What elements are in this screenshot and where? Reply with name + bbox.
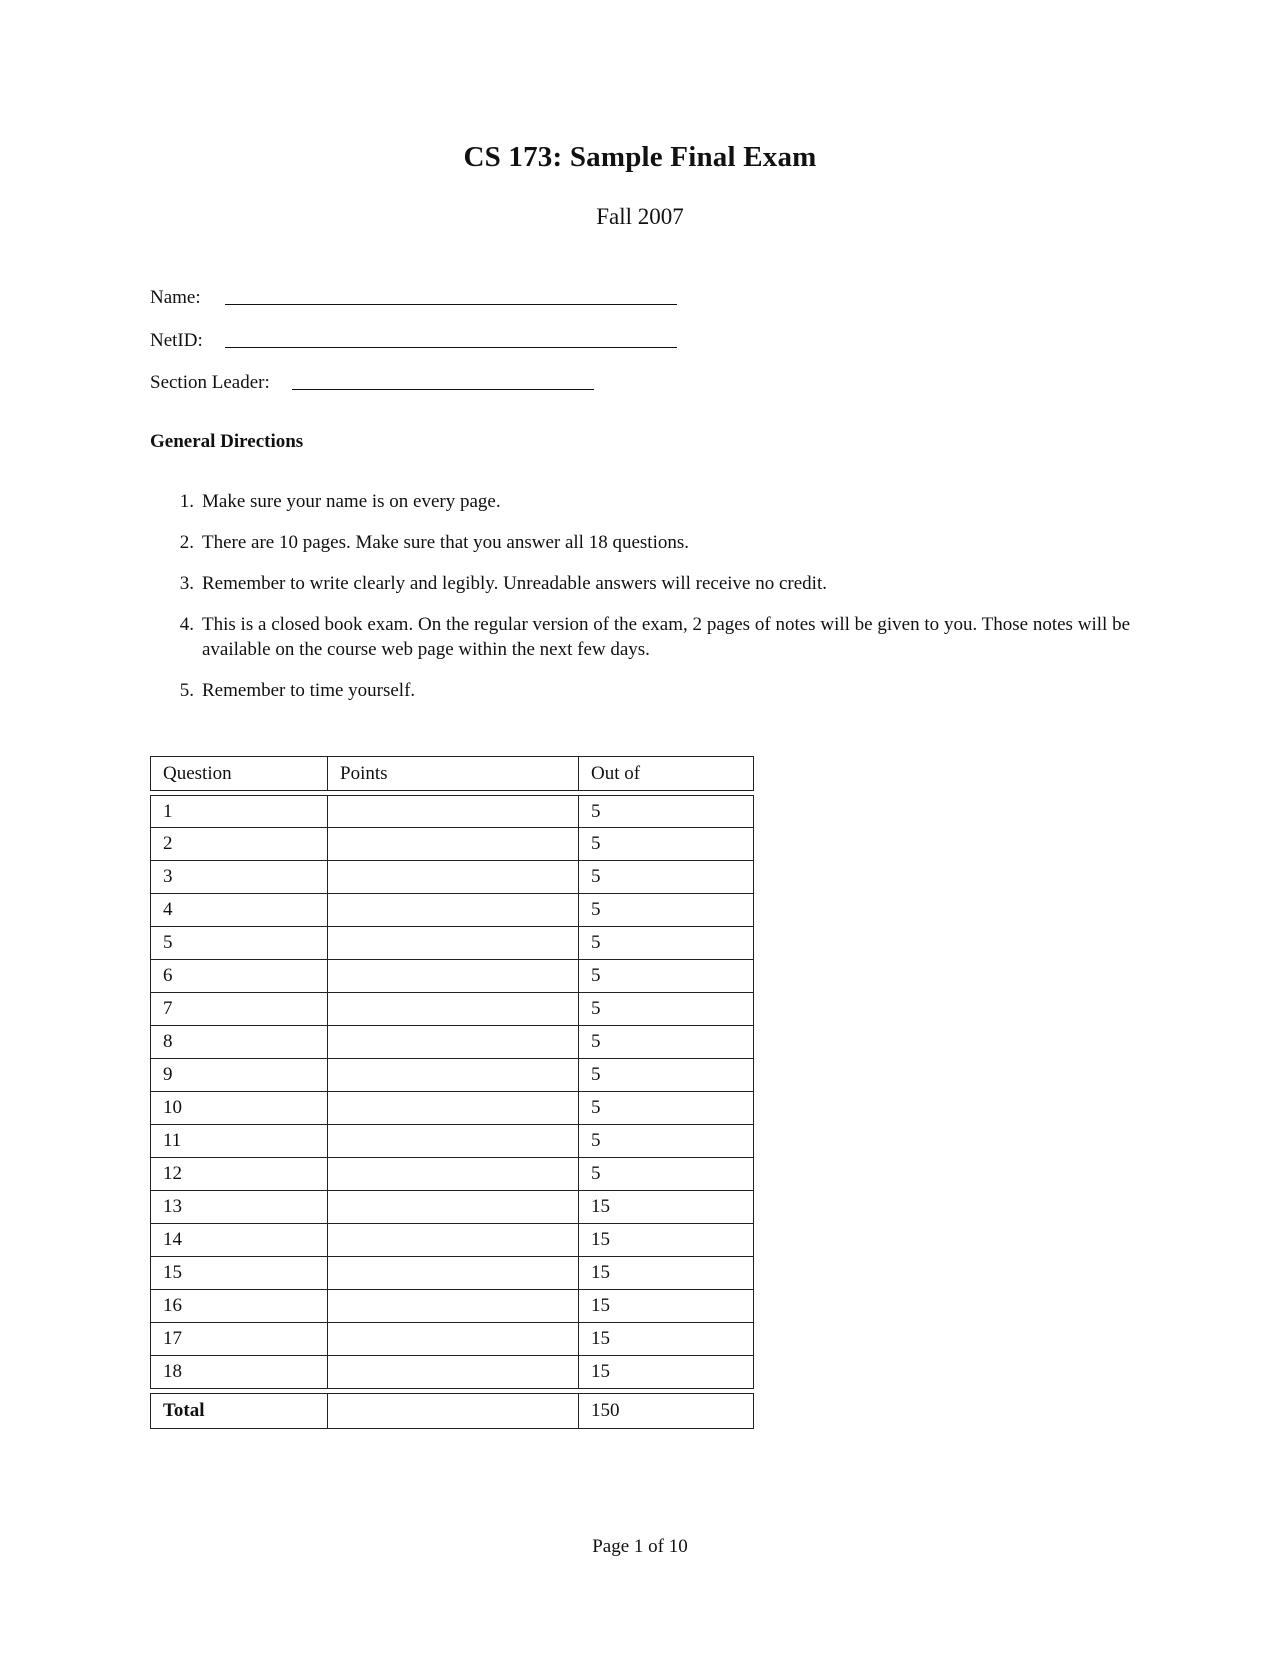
out-of-cell: 15 bbox=[578, 1257, 754, 1290]
question-number-cell: 8 bbox=[150, 1026, 327, 1059]
header-out-of: Out of bbox=[578, 756, 754, 791]
question-number-cell: 16 bbox=[150, 1290, 327, 1323]
points-cell[interactable] bbox=[327, 1224, 578, 1257]
score-table bbox=[150, 756, 754, 1429]
direction-item bbox=[150, 678, 1130, 703]
exam-term: Fall 2007 bbox=[596, 204, 684, 229]
points-cell[interactable] bbox=[327, 861, 578, 894]
section-leader-blank-line[interactable] bbox=[292, 389, 594, 390]
netid-label: NetID: bbox=[150, 330, 203, 351]
points-cell[interactable] bbox=[327, 1290, 578, 1323]
question-number-cell: 17 bbox=[150, 1323, 327, 1356]
exam-title: CS 173: Sample Final Exam bbox=[463, 141, 817, 173]
out-of-cell: 15 bbox=[578, 1356, 754, 1389]
table-row bbox=[150, 1323, 754, 1356]
table-row bbox=[150, 1092, 754, 1125]
out-of-cell: 15 bbox=[578, 1290, 754, 1323]
table-row bbox=[150, 993, 754, 1026]
table-row bbox=[150, 795, 754, 828]
direction-number: 2. bbox=[179, 532, 194, 553]
points-cell[interactable] bbox=[327, 993, 578, 1026]
points-cell[interactable] bbox=[327, 1191, 578, 1224]
points-cell[interactable] bbox=[327, 1059, 578, 1092]
out-of-cell: 5 bbox=[578, 1158, 754, 1191]
table-row bbox=[150, 1158, 754, 1191]
question-number-cell: 12 bbox=[150, 1158, 327, 1191]
direction-item bbox=[150, 612, 1130, 662]
question-number-cell: 15 bbox=[150, 1257, 327, 1290]
direction-number: 4. bbox=[179, 614, 194, 635]
direction-number: 5. bbox=[179, 680, 194, 701]
header-question: Question bbox=[150, 756, 327, 791]
table-row bbox=[150, 1125, 754, 1158]
question-number-cell: 9 bbox=[150, 1059, 327, 1092]
question-number-cell: 6 bbox=[150, 960, 327, 993]
question-number-cell: 7 bbox=[150, 993, 327, 1026]
score-table-header bbox=[150, 756, 754, 791]
question-number-cell: 14 bbox=[150, 1224, 327, 1257]
out-of-cell: 5 bbox=[578, 927, 754, 960]
total-out-of: 150 bbox=[578, 1393, 754, 1429]
name-field bbox=[150, 287, 677, 309]
table-row bbox=[150, 927, 754, 960]
table-row bbox=[150, 1026, 754, 1059]
direction-item bbox=[150, 571, 1130, 596]
question-number-cell: 10 bbox=[150, 1092, 327, 1125]
out-of-cell: 15 bbox=[578, 1323, 754, 1356]
points-cell[interactable] bbox=[327, 1158, 578, 1191]
points-cell[interactable] bbox=[327, 927, 578, 960]
table-row bbox=[150, 1191, 754, 1224]
netid-blank-line[interactable] bbox=[225, 347, 677, 348]
direction-number: 1. bbox=[179, 491, 194, 512]
out-of-cell: 15 bbox=[578, 1191, 754, 1224]
table-row bbox=[150, 1356, 754, 1389]
points-cell[interactable] bbox=[327, 1356, 578, 1389]
page-number: Page 1 of 10 bbox=[592, 1536, 688, 1557]
out-of-cell: 5 bbox=[578, 1125, 754, 1158]
question-number-cell: 1 bbox=[150, 795, 327, 828]
directions-heading: General Directions bbox=[150, 431, 304, 452]
total-row bbox=[150, 1393, 754, 1429]
question-number-cell: 3 bbox=[150, 861, 327, 894]
points-cell[interactable] bbox=[327, 1092, 578, 1125]
direction-item bbox=[150, 489, 1130, 514]
points-cell[interactable] bbox=[327, 1125, 578, 1158]
header-points: Points bbox=[327, 756, 578, 791]
table-row bbox=[150, 960, 754, 993]
out-of-cell: 15 bbox=[578, 1224, 754, 1257]
table-row bbox=[150, 1290, 754, 1323]
name-blank-line[interactable] bbox=[225, 304, 677, 305]
section-leader-label: Section Leader: bbox=[150, 372, 270, 393]
points-cell[interactable] bbox=[327, 894, 578, 927]
name-label: Name: bbox=[150, 287, 201, 308]
points-cell[interactable] bbox=[327, 795, 578, 828]
table-row bbox=[150, 1257, 754, 1290]
table-row bbox=[150, 1224, 754, 1257]
question-number-cell: 18 bbox=[150, 1356, 327, 1389]
directions-list bbox=[150, 489, 1130, 719]
out-of-cell: 5 bbox=[578, 1092, 754, 1125]
total-points-cell[interactable] bbox=[327, 1393, 578, 1429]
points-cell[interactable] bbox=[327, 828, 578, 861]
points-cell[interactable] bbox=[327, 1323, 578, 1356]
table-row bbox=[150, 1059, 754, 1092]
section-leader-field bbox=[150, 372, 594, 394]
out-of-cell: 5 bbox=[578, 828, 754, 861]
question-number-cell: 11 bbox=[150, 1125, 327, 1158]
out-of-cell: 5 bbox=[578, 861, 754, 894]
table-row bbox=[150, 894, 754, 927]
question-number-cell: 5 bbox=[150, 927, 327, 960]
direction-text: There are 10 pages. Make sure that you answer all 18 questions. bbox=[202, 532, 689, 553]
points-cell[interactable] bbox=[327, 1026, 578, 1059]
out-of-cell: 5 bbox=[578, 795, 754, 828]
question-number-cell: 2 bbox=[150, 828, 327, 861]
direction-number: 3. bbox=[179, 573, 194, 594]
direction-text: Make sure your name is on every page. bbox=[202, 491, 501, 512]
out-of-cell: 5 bbox=[578, 1026, 754, 1059]
direction-text: Remember to write clearly and legibly. Unreadable answers will receive no credit. bbox=[202, 573, 827, 594]
table-row bbox=[150, 828, 754, 861]
total-label: Total bbox=[150, 1393, 327, 1429]
points-cell[interactable] bbox=[327, 960, 578, 993]
out-of-cell: 5 bbox=[578, 993, 754, 1026]
direction-item bbox=[150, 530, 1130, 555]
question-number-cell: 13 bbox=[150, 1191, 327, 1224]
out-of-cell: 5 bbox=[578, 894, 754, 927]
question-number-cell: 4 bbox=[150, 894, 327, 927]
out-of-cell: 5 bbox=[578, 1059, 754, 1092]
table-row bbox=[150, 861, 754, 894]
points-cell[interactable] bbox=[327, 1257, 578, 1290]
direction-text: Remember to time yourself. bbox=[202, 680, 416, 701]
out-of-cell: 5 bbox=[578, 960, 754, 993]
netid-field bbox=[150, 330, 677, 352]
direction-text: This is a closed book exam. On the regular version of the exam, 2 pages of notes will be given to you. Those notes will be available on the course web page within the next few days. bbox=[202, 614, 1130, 660]
